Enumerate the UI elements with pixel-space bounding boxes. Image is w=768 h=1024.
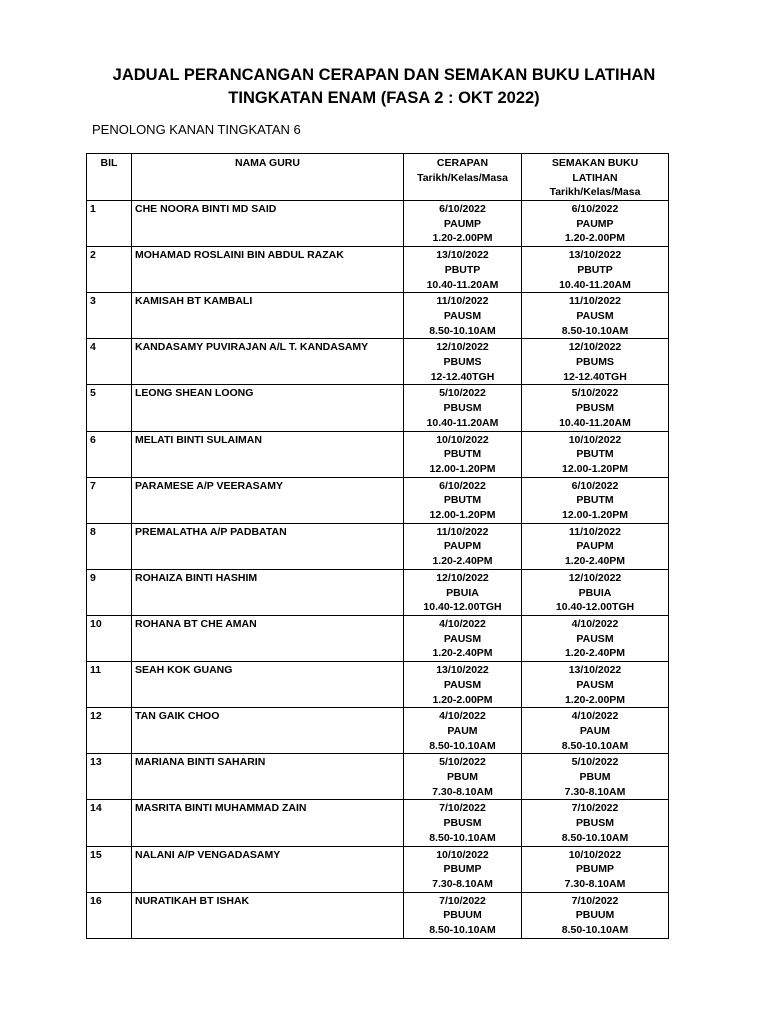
cell-nama-guru (132, 569, 404, 615)
cell-nama-guru (132, 892, 404, 938)
cerapan-class: PBUSM (443, 402, 482, 415)
cerapan-time: 1.20-2.40PM (432, 647, 493, 660)
cerapan-date: 11/10/2022 (436, 525, 489, 538)
cerapan-date: 7/10/2022 (439, 894, 486, 907)
cerapan-time: 8.50-10.10AM (429, 831, 496, 844)
teacher-name: ROHAIZA BINTI HASHIM (135, 571, 258, 584)
bil-number: 14 (90, 802, 102, 815)
teacher-name: NALANI A/P VENGADASAMY (135, 848, 281, 861)
teacher-name: ROHANA BT CHE AMAN (135, 617, 257, 630)
teacher-name: SEAH KOK GUANG (135, 664, 233, 677)
cerapan-class: PBUTM (443, 448, 482, 461)
semakan-date: 11/10/2022 (569, 295, 621, 308)
cell-semakan (522, 800, 669, 846)
cerapan-date: 11/10/2022 (436, 295, 489, 308)
cerapan-class: PAUSM (443, 678, 482, 691)
cerapan-class: PBUIA (446, 586, 479, 599)
cell-semakan (522, 569, 669, 615)
cell-nama-guru (132, 247, 404, 293)
table-row (87, 293, 669, 339)
cerapan-class: PAUPM (443, 540, 482, 553)
cerapan-class: PAUM (447, 724, 478, 737)
cerapan-date: 12/10/2022 (436, 341, 489, 354)
cerapan-date: 5/10/2022 (439, 387, 486, 400)
teacher-name: KAMISAH BT KAMBALI (135, 295, 253, 308)
semakan-class: PBUSM (576, 817, 614, 830)
cerapan-time: 12-12.40TGH (430, 370, 495, 383)
cell-semakan (522, 477, 669, 523)
cell-nama-guru (132, 754, 404, 800)
bil-number: 9 (90, 571, 96, 584)
semakan-date: 6/10/2022 (571, 203, 619, 215)
semakan-date: 11/10/2022 (569, 525, 621, 538)
teacher-name: MOHAMAD ROSLAINI BIN ABDUL RAZAK (135, 249, 344, 262)
cerapan-time: 12.00-1.20PM (429, 509, 496, 522)
cell-semakan (522, 754, 669, 800)
teacher-name: LEONG SHEAN LOONG (135, 387, 254, 400)
cell-nama-guru (132, 662, 404, 708)
cell-cerapan (404, 846, 522, 892)
cell-bil (87, 708, 132, 754)
cell-bil (87, 247, 132, 293)
cell-nama-guru (132, 800, 404, 846)
cell-cerapan (404, 247, 522, 293)
cell-cerapan (404, 385, 522, 431)
semakan-time: 8.50-10.10AM (561, 831, 629, 844)
cell-nama-guru (132, 339, 404, 385)
cell-cerapan (404, 615, 522, 661)
cell-cerapan (404, 293, 522, 339)
cell-cerapan (404, 201, 522, 247)
bil-number: 3 (90, 295, 96, 308)
title-line-2: TINGKATAN ENAM (FASA 2 : OKT 2022) (228, 89, 540, 107)
bil-number: 10 (90, 617, 102, 630)
semakan-time: 8.50-10.10AM (561, 324, 629, 337)
semakan-class: PAUSM (576, 309, 614, 322)
schedule-table (86, 153, 669, 939)
table-row (87, 523, 669, 569)
semakan-time: 1.20-2.40PM (564, 555, 626, 568)
cerapan-date: 6/10/2022 (439, 203, 486, 215)
cell-nama-guru (132, 523, 404, 569)
cell-bil (87, 892, 132, 938)
cell-semakan (522, 431, 669, 477)
semakan-class: PAUM (579, 724, 611, 737)
semakan-date: 12/10/2022 (568, 571, 622, 584)
cerapan-time: 10.40-12.00TGH (423, 601, 502, 614)
cerapan-date: 13/10/2022 (436, 664, 489, 677)
cell-bil (87, 201, 132, 247)
cell-bil (87, 431, 132, 477)
semakan-class: PBUSM (576, 402, 614, 415)
table-row (87, 846, 669, 892)
semakan-date: 10/10/2022 (568, 848, 622, 861)
teacher-name: CHE NOORA BINTI MD SAID (135, 203, 277, 215)
semakan-date: 7/10/2022 (571, 802, 619, 815)
bil-number: 13 (90, 756, 102, 769)
cell-bil (87, 615, 132, 661)
table-header-row (87, 154, 669, 201)
cerapan-class: PBUUM (443, 909, 482, 922)
cell-semakan (522, 892, 669, 938)
cell-nama-guru (132, 615, 404, 661)
table-row (87, 754, 669, 800)
header-nama-label: NAMA GURU (235, 157, 300, 169)
document-subtitle: PENOLONG KANAN TINGKATAN 6 (92, 122, 301, 137)
cerapan-time: 10.40-11.20AM (426, 278, 499, 291)
document-title (0, 64, 768, 110)
header-cerapan-label: CERAPAN (436, 157, 489, 169)
cell-cerapan (404, 339, 522, 385)
bil-number: 5 (90, 387, 96, 400)
teacher-name: TAN GAIK CHOO (135, 710, 220, 723)
bil-number: 8 (90, 525, 96, 538)
semakan-class: PBUTM (576, 494, 614, 507)
bil-number: 4 (90, 341, 96, 354)
teacher-name: MELATI BINTI SULAIMAN (135, 433, 262, 446)
semakan-date: 7/10/2022 (571, 894, 619, 907)
bil-number: 1 (90, 203, 96, 215)
semakan-date: 12/10/2022 (568, 341, 622, 354)
cell-cerapan (404, 431, 522, 477)
table-row (87, 708, 669, 754)
semakan-class: PAUMP (576, 217, 614, 230)
semakan-date: 13/10/2022 (568, 664, 622, 677)
bil-number: 15 (90, 848, 102, 861)
cerapan-date: 6/10/2022 (439, 479, 486, 492)
cerapan-class: PAUSM (443, 309, 482, 322)
header-bil (87, 154, 132, 201)
cell-semakan (522, 523, 669, 569)
teacher-name: PARAMESE A/P VEERASAMY (135, 479, 283, 492)
semakan-time: 1.20-2.00PM (564, 232, 626, 245)
cell-semakan (522, 615, 669, 661)
cerapan-class: PAUMP (443, 217, 482, 230)
cell-cerapan (404, 754, 522, 800)
cell-nama-guru (132, 477, 404, 523)
cell-bil (87, 800, 132, 846)
cell-semakan (522, 339, 669, 385)
bil-number: 12 (90, 710, 102, 723)
semakan-date: 4/10/2022 (571, 710, 619, 723)
semakan-time: 1.20-2.00PM (564, 693, 626, 706)
semakan-time: 1.20-2.40PM (564, 647, 626, 660)
cerapan-time: 7.30-8.10AM (432, 785, 493, 798)
cerapan-time: 10.40-11.20AM (426, 416, 499, 429)
semakan-class: PBUTM (576, 448, 614, 461)
teacher-name: MASRITA BINTI MUHAMMAD ZAIN (135, 802, 307, 815)
cell-semakan (522, 385, 669, 431)
cerapan-date: 4/10/2022 (439, 617, 486, 630)
table-row (87, 431, 669, 477)
cell-nama-guru (132, 385, 404, 431)
semakan-date: 10/10/2022 (568, 433, 622, 446)
cell-semakan (522, 201, 669, 247)
teacher-name: KANDASAMY PUVIRAJAN A/L T. KANDASAMY (135, 341, 369, 354)
cell-semakan (522, 293, 669, 339)
header-cerapan (404, 154, 522, 201)
semakan-class: PAUPM (576, 540, 614, 553)
cell-nama-guru (132, 293, 404, 339)
table-row (87, 892, 669, 938)
cerapan-time: 1.20-2.00PM (432, 693, 493, 706)
semakan-date: 5/10/2022 (571, 756, 619, 769)
cell-cerapan (404, 477, 522, 523)
semakan-date: 4/10/2022 (571, 617, 619, 630)
cell-bil (87, 385, 132, 431)
teacher-name: NURATIKAH BT ISHAK (135, 894, 250, 907)
header-nama-guru (132, 154, 404, 201)
cell-bil (87, 662, 132, 708)
cerapan-class: PBUMS (443, 356, 482, 369)
table-row (87, 569, 669, 615)
semakan-class: PBUMP (576, 863, 614, 876)
bil-number: 11 (90, 664, 102, 677)
semakan-time: 10.40-11.20AM (559, 416, 631, 429)
table-row (87, 201, 669, 247)
semakan-time: 7.30-8.10AM (564, 877, 626, 890)
cell-nama-guru (132, 431, 404, 477)
bil-number: 16 (90, 894, 102, 907)
cell-bil (87, 754, 132, 800)
cerapan-time: 1.20-2.00PM (432, 232, 493, 245)
semakan-time: 12-12.40TGH (563, 370, 627, 383)
cerapan-date: 13/10/2022 (436, 249, 489, 262)
table-row (87, 615, 669, 661)
cerapan-class: PBUTP (444, 263, 481, 276)
semakan-time: 12.00-1.20PM (562, 509, 628, 522)
cell-cerapan (404, 523, 522, 569)
semakan-class: PBUUM (575, 909, 615, 922)
table-body (87, 201, 669, 939)
cerapan-time: 1.20-2.40PM (432, 555, 493, 568)
bil-number: 7 (90, 479, 96, 492)
cell-bil (87, 477, 132, 523)
cerapan-time: 12.00-1.20PM (429, 462, 496, 475)
semakan-class: PBUIA (578, 586, 612, 599)
semakan-date: 13/10/2022 (568, 249, 622, 262)
cerapan-date: 10/10/2022 (436, 848, 489, 861)
teacher-name: PREMALATHA A/P PADBATAN (135, 525, 287, 538)
cerapan-date: 4/10/2022 (439, 710, 486, 723)
cerapan-class: PBUM (447, 771, 478, 784)
cell-semakan (522, 662, 669, 708)
table-row (87, 800, 669, 846)
semakan-time: 10.40-12.00TGH (555, 601, 635, 614)
semakan-class: PAUSM (576, 632, 614, 645)
semakan-time: 12.00-1.20PM (562, 462, 628, 475)
header-cerapan-sublabel: Tarikh/Kelas/Masa (417, 171, 508, 184)
cerapan-class: PAUSM (443, 632, 482, 645)
table-row (87, 247, 669, 293)
semakan-time: 8.50-10.10AM (561, 739, 629, 752)
header-semakan-label-2: LATIHAN (572, 171, 618, 184)
cerapan-time: 8.50-10.10AM (429, 324, 496, 337)
cell-semakan (522, 708, 669, 754)
header-semakan-label: SEMAKAN BUKU (551, 157, 639, 169)
cell-nama-guru (132, 708, 404, 754)
cell-cerapan (404, 662, 522, 708)
cerapan-time: 8.50-10.10AM (429, 739, 496, 752)
cerapan-class: PBUSM (443, 817, 482, 830)
cell-bil (87, 293, 132, 339)
semakan-class: PBUTP (577, 263, 613, 276)
cerapan-class: PBUMP (443, 863, 482, 876)
cell-cerapan (404, 569, 522, 615)
cerapan-date: 12/10/2022 (436, 571, 489, 584)
table-row (87, 385, 669, 431)
header-semakan-sublabel: Tarikh/Kelas/Masa (549, 186, 641, 198)
cell-bil (87, 569, 132, 615)
bil-number: 2 (90, 249, 96, 262)
cerapan-time: 8.50-10.10AM (429, 924, 496, 937)
cerapan-date: 5/10/2022 (439, 756, 486, 769)
bil-number: 6 (90, 433, 96, 446)
cerapan-time: 7.30-8.10AM (432, 877, 493, 890)
semakan-time: 7.30-8.10AM (564, 785, 626, 798)
table-row (87, 662, 669, 708)
cell-nama-guru (132, 846, 404, 892)
cell-bil (87, 846, 132, 892)
semakan-class: PAUSM (576, 678, 614, 691)
cell-cerapan (404, 892, 522, 938)
semakan-date: 6/10/2022 (571, 479, 619, 492)
teacher-name: MARIANA BINTI SAHARIN (135, 756, 266, 769)
semakan-date: 5/10/2022 (571, 387, 619, 400)
semakan-time: 8.50-10.10AM (561, 924, 629, 937)
cerapan-date: 7/10/2022 (439, 802, 486, 815)
cerapan-class: PBUTM (443, 494, 482, 507)
header-bil-label: BIL (100, 157, 118, 169)
cell-cerapan (404, 708, 522, 754)
title-line-1: JADUAL PERANCANGAN CERAPAN DAN SEMAKAN BUKU LATIHAN (112, 66, 656, 84)
table-row (87, 477, 669, 523)
cell-bil (87, 339, 132, 385)
cerapan-date: 10/10/2022 (436, 433, 489, 446)
cell-nama-guru (132, 201, 404, 247)
cell-semakan (522, 846, 669, 892)
header-semakan (522, 154, 669, 201)
semakan-time: 10.40-11.20AM (559, 278, 631, 291)
semakan-class: PBUMS (576, 356, 614, 369)
semakan-class: PBUM (579, 771, 611, 784)
table-row (87, 339, 669, 385)
cell-bil (87, 523, 132, 569)
cell-semakan (522, 247, 669, 293)
cell-cerapan (404, 800, 522, 846)
